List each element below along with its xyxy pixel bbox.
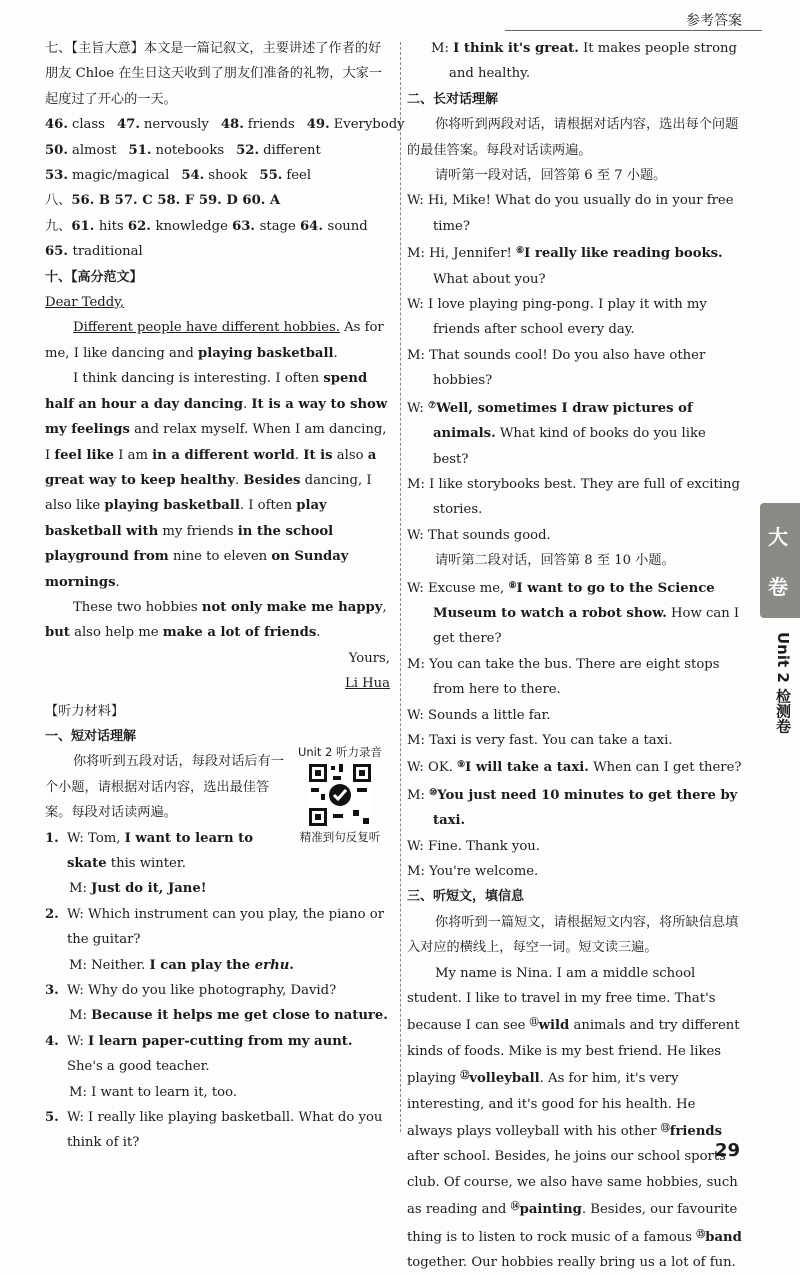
letter-paragraph-3: [45, 595, 390, 646]
letter-greeting: Dear Teddy,: [45, 295, 125, 311]
text-run: Well, sometimes I draw pictures of animals.: [433, 400, 693, 442]
text-run: M: You can take the bus. There are eight stops from here to there.: [407, 656, 720, 698]
text-run: play basketball with: [45, 498, 327, 539]
text-run: M: I want to learn it, too.: [69, 1084, 238, 1100]
blank-number: ⑦: [428, 400, 437, 411]
answer-value: friends: [247, 117, 295, 133]
short-dialogs: [45, 826, 390, 1156]
text-run: I am: [114, 447, 153, 463]
text-run: make a lot of friends: [162, 625, 317, 641]
answer-value: class: [71, 117, 105, 133]
conversation-line: [407, 343, 744, 394]
answer-number: 62.: [127, 218, 156, 234]
qr-code-icon[interactable]: [307, 762, 373, 828]
text-run: W: That sounds good.: [407, 527, 551, 543]
answer-number: 54.: [181, 168, 205, 184]
text-run: wild: [538, 1018, 570, 1034]
letter-p1-bold: playing basketball: [198, 345, 334, 361]
letter-topic-sentence: Different people have different hobbies.: [73, 320, 340, 336]
answer-number: 56.: [71, 193, 95, 209]
conversation-line: [407, 292, 744, 343]
text-run: painting: [519, 1202, 582, 1218]
right-column: [407, 36, 744, 1276]
question-number: 4.: [45, 1033, 59, 1049]
letter-signature: Li Hua: [344, 676, 390, 692]
text-run: this winter.: [106, 856, 186, 871]
text-run: W: OK.: [407, 760, 458, 776]
answer-number: 46.: [45, 117, 68, 133]
answer-number: 60.: [242, 193, 266, 209]
text-run: .: [294, 447, 304, 463]
letter-paragraph-1: [45, 315, 390, 366]
left-column: [45, 36, 405, 1156]
text-run: in the school playground from: [45, 523, 334, 565]
text-run: playing basketball: [104, 498, 240, 514]
text-run: M:: [69, 881, 92, 897]
answer-value: F: [180, 193, 199, 209]
text-run: M: Neither.: [69, 957, 150, 973]
blank-number: ⑮: [696, 1229, 706, 1240]
letter-closing: Yours,: [348, 650, 390, 666]
text-run: She's a good teacher.: [67, 1059, 210, 1075]
section-7-text: 本文是一篇记叙文，主要讲述了作者的好朋友 Chloe 在生日这天收到了朋友们准备的礼物，大家一起度过了开心的一天。: [45, 41, 383, 107]
conversation-line: [407, 523, 744, 548]
text-run: in a different world: [152, 447, 295, 463]
conversation-line: [407, 753, 744, 780]
text-run: animals and try different kinds of foods. Mike is my best friend. He likes playing: [407, 1018, 740, 1087]
part-3-title: 三、听短文，填信息: [407, 889, 525, 905]
conversation-line: [407, 394, 744, 472]
text-run: You just need 10 minutes to get there by taxi.: [433, 787, 738, 829]
dialog-line-w: [45, 1029, 390, 1080]
text-run: M: Taxi is very fast. You can take a taxi.: [407, 732, 673, 748]
text-run: W: Which instrument can you play, the piano or the guitar?: [67, 906, 385, 948]
answer-value: almost: [71, 142, 117, 158]
text-run: not only make me happy: [201, 599, 383, 615]
text-run: together. Our hobbies really bring us a lot of fun.: [407, 1255, 736, 1271]
answer-value: traditional: [72, 244, 143, 260]
text-run: dancing, I also like: [45, 472, 372, 514]
text-run: .: [316, 625, 321, 641]
text-run: I think dancing is interesting. I often: [73, 371, 324, 387]
conversation-line: [407, 781, 744, 834]
answer-value: B: [94, 193, 115, 209]
answer-number: 64.: [300, 218, 328, 234]
answer-row: [45, 163, 390, 188]
text-run: These two hobbies: [73, 599, 202, 615]
blank-number: ⑬: [660, 1124, 670, 1135]
section-8-label: 八、: [45, 193, 72, 209]
part-3-intro: 你将听到一篇短文，请根据短文内容，将所缺信息填入对应的横线上，每空一词。短文读三遍。: [407, 914, 739, 956]
dialog-line-w: [45, 1105, 390, 1156]
blank-number: ⑫: [460, 1071, 470, 1082]
question-number: 1.: [45, 830, 59, 846]
question-number: 3.: [45, 983, 59, 999]
conversation-line: [407, 834, 744, 859]
text-run: M:: [69, 1008, 92, 1024]
text-run: I think it's great.: [453, 41, 579, 56]
text-run: .: [115, 574, 120, 590]
section-7-summary: [45, 36, 390, 112]
answer-value: knowledge: [155, 218, 233, 234]
answer-value: stage: [259, 218, 300, 234]
conversation-line: [407, 703, 744, 728]
side-tab-bottom: 卷: [768, 575, 788, 599]
text-run: Just do it, Jane!: [91, 881, 207, 897]
dialog-5-reply: [407, 36, 744, 87]
text-run: What about you?: [433, 271, 546, 287]
conversation-line: [407, 239, 744, 292]
text-run: and relax myself. When I am dancing, I: [45, 422, 387, 463]
conversation-1-intro: 请听第一段对话，回答第 6 至 7 小题。: [435, 168, 667, 184]
letter-p1-text: As for me, I like dancing and: [45, 320, 384, 361]
answer-value: D: [221, 193, 243, 209]
passage-text: [407, 961, 744, 1276]
blank-number: ⑨: [457, 760, 466, 771]
answer-value: nervously: [143, 117, 209, 133]
text-run: W: Tom,: [67, 830, 125, 846]
dialog-line-m: [45, 876, 390, 901]
part-2-intro: 你将听到两段对话，请根据对话内容，选出每个问题的最佳答案。每段对话读两遍。: [407, 117, 739, 158]
text-run: It is: [303, 447, 333, 463]
text-run: . As for him, it's very interesting, and it's good for his health. He always plays volleyball with his other: [407, 1071, 696, 1140]
unit-label: Unit 2 检测卷: [774, 632, 792, 734]
text-run: W:: [67, 1033, 89, 1049]
answer-number: 49.: [306, 117, 330, 133]
text-run: My name is Nina. I am a middle school student. I like to travel in my free time. That's because I can see: [407, 965, 716, 1034]
text-run: How can I get there?: [433, 605, 740, 647]
conversation-line: [407, 472, 744, 523]
answer-number: 61.: [71, 218, 99, 234]
text-run: I can play the: [149, 957, 255, 973]
dialog-line-w: [45, 978, 390, 1003]
header-rule: [505, 30, 762, 31]
text-run: on Sunday mornings: [45, 549, 349, 590]
answer-value: feel: [286, 168, 312, 184]
answer-value: sound: [327, 218, 368, 234]
answer-value: hits: [98, 218, 128, 234]
text-run: .: [235, 472, 244, 488]
answer-number: 51.: [128, 142, 152, 158]
answer-number: 59.: [198, 193, 222, 209]
text-run: Because it helps me get close to nature.: [91, 1008, 388, 1024]
section-9-label: 九、: [45, 218, 72, 234]
text-run: W: I really like playing basketball. What do you think of it?: [67, 1110, 383, 1151]
text-run: .: [243, 396, 252, 412]
text-run: W: Fine. Thank you.: [407, 838, 540, 854]
conversation-line: [407, 574, 744, 652]
text-run: I will take a taxi.: [465, 760, 589, 776]
text-run: W: Hi, Mike! What do you usually do in your free time?: [407, 193, 734, 234]
text-run: I really like reading books.: [524, 246, 723, 262]
header-title: 参考答案: [686, 13, 742, 29]
blank-number: ⑭: [510, 1202, 520, 1213]
text-run: friends: [669, 1124, 723, 1140]
blank-number: ⑧: [508, 580, 517, 591]
text-run: M:: [431, 41, 454, 56]
text-run: M: That sounds cool! Do you also have other hobbies?: [407, 347, 706, 389]
answer-number: 63.: [232, 218, 260, 234]
page-header: [0, 0, 800, 34]
text-run: W: I love playing ping-pong. I play it with my friends after school every day.: [407, 297, 707, 338]
side-tab-top: 大: [768, 525, 788, 549]
qr-caption-bottom: 精准到句反复听: [299, 830, 381, 845]
conversation-line: [407, 859, 744, 884]
answer-value: magic/magical: [71, 168, 170, 184]
text-run: band: [705, 1229, 742, 1245]
text-run: but: [45, 625, 70, 641]
answer-value: different: [263, 142, 321, 158]
answer-row: [45, 112, 405, 137]
dialog-line-w: [45, 902, 390, 953]
question-number: 5.: [45, 1110, 59, 1126]
dialog-line-m: [45, 1080, 390, 1105]
part-2-title: 二、长对话理解: [407, 91, 499, 107]
answer-number: 58.: [157, 193, 181, 209]
blank-number: ⑩: [429, 787, 438, 798]
text-run: ,: [382, 599, 387, 615]
answer-number: 53.: [45, 168, 68, 184]
column-divider: [400, 42, 401, 1132]
text-run: M: I like storybooks best. They are full of exciting stories.: [407, 476, 740, 518]
answer-number: 55.: [259, 168, 283, 184]
conversation-line: [407, 728, 744, 753]
text-run: . I often: [239, 498, 297, 514]
text-run: W: Sounds a little far.: [407, 707, 551, 723]
text-run: . Besides, our favourite thing is to listen to rock music of a famous: [407, 1202, 738, 1245]
text-run: W:: [407, 400, 429, 416]
letter-p1-end: .: [333, 345, 338, 361]
conversation-1: [407, 188, 744, 548]
text-run: also help me: [69, 625, 163, 641]
conversation-line: [407, 652, 744, 703]
text-run: erhu: [254, 957, 290, 973]
answer-number: 50.: [45, 142, 68, 158]
text-run: W: Excuse me,: [407, 580, 509, 596]
answer-value: A: [265, 193, 281, 209]
text-run: my friends: [158, 523, 238, 539]
conversation-line: [407, 188, 744, 239]
text-run: I want to go to the Science Museum to watch a robot show.: [433, 580, 715, 621]
text-run: feel like: [54, 447, 115, 463]
conversation-2: [407, 574, 744, 885]
text-run: also: [332, 447, 368, 463]
part-1-intro: 你将听到五段对话，每段对话后有一个小题，请根据对话内容，选出最佳答案。每段对话读两遍。: [45, 754, 284, 821]
side-tab[interactable]: [760, 503, 800, 618]
conversation-2-intro: 请听第二段对话，回答第 8 至 10 小题。: [435, 553, 675, 569]
qr-caption-top: Unit 2 听力录音: [297, 745, 383, 760]
text-run: nine to eleven: [168, 549, 272, 565]
answer-value: notebooks: [155, 142, 225, 158]
text-run: It is a way to show my feelings: [45, 396, 388, 438]
blank-number: ⑪: [529, 1018, 539, 1029]
answer-value: C: [137, 193, 158, 209]
answer-value: Everybody: [333, 117, 405, 133]
text-run: a great way to keep healthy: [45, 447, 377, 488]
answer-number: 48.: [220, 117, 244, 133]
part-1-title: 一、短对话理解: [45, 728, 137, 744]
text-run: W: Why do you like photography, David?: [67, 983, 337, 999]
text-run: What kind of books do you like best?: [433, 426, 706, 467]
answer-number: 47.: [116, 117, 140, 133]
answer-number: 57.: [114, 193, 138, 209]
question-number: 2.: [45, 906, 59, 922]
dialog-line-m: [45, 1003, 390, 1028]
page-number: 29: [714, 1140, 740, 1161]
text-run: M: Hi, Jennifer!: [407, 246, 517, 262]
text-run: M: You're welcome.: [407, 864, 539, 879]
section-10-label: 十、【高分范文】: [45, 269, 143, 285]
section-8-answers: [45, 188, 390, 213]
text-run: M:: [407, 787, 430, 803]
text-run: I learn paper-cutting from my aunt.: [88, 1033, 353, 1049]
text-run: after school. Besides, he joins our school sports club. Of course, we also have same hobbies, such as reading and: [407, 1149, 738, 1218]
section-7-answers: [45, 112, 405, 188]
text-run: spend half an hour a day dancing: [45, 371, 368, 412]
qr-block[interactable]: [290, 745, 390, 845]
listening-label: 【听力材料】: [45, 703, 125, 719]
text-run: Besides: [243, 472, 301, 488]
answer-number: 52.: [236, 142, 260, 158]
text-run: It makes people strong and healthy.: [449, 41, 737, 82]
text-run: When can I get there?: [588, 760, 742, 776]
letter-paragraph-2: [45, 366, 390, 595]
answer-value: shook: [208, 168, 248, 184]
blank-number: ⑥: [516, 246, 525, 257]
section-7-label: 七、【主旨大意】: [45, 41, 144, 56]
dialog-line-m: [45, 953, 390, 978]
text-run: volleyball: [469, 1071, 540, 1087]
text-run: .: [289, 957, 294, 973]
text-run: I want to learn to skate: [67, 830, 254, 871]
answer-row: [45, 138, 390, 163]
answer-number: 65.: [45, 244, 73, 260]
section-9-answers: [45, 214, 390, 265]
